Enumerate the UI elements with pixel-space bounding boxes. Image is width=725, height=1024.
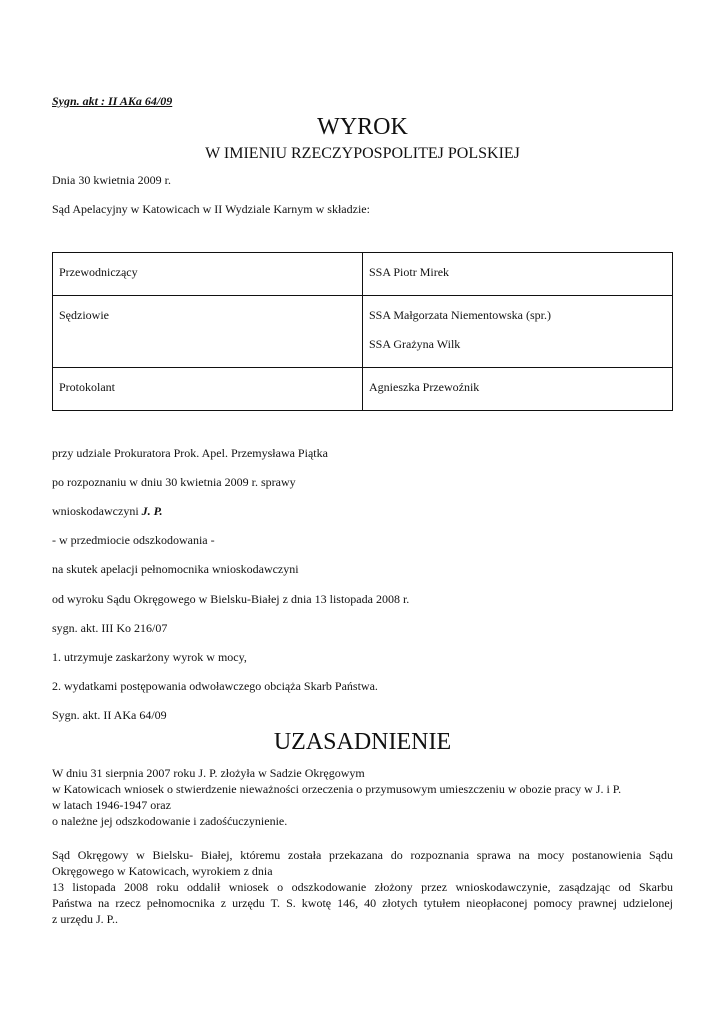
document-title: WYROK — [317, 114, 408, 140]
paragraph-line: Państwa na rzecz pełnomocnika z urzędu T. S. kwotę 146, 40 złotych tytułem nieopłaconej pomocy prawnej udzielonej — [52, 896, 673, 910]
appeal-line: na skutek apelacji pełnomocnika wnioskodawczyni — [52, 562, 299, 576]
court-composition-intro: Sąd Apelacyjny w Katowicach w II Wydziale Karnym w składzie: — [52, 202, 370, 216]
judgment-date: Dnia 30 kwietnia 2009 r. — [52, 173, 171, 187]
paragraph-line: Sąd Okręgowy w Bielsku- Białej, któremu została przekazana do rozpoznania sprawa na mocy postanowienia Sądu — [52, 848, 673, 862]
prosecutor-line: przy udziale Prokuratora Prok. Apel. Przemysława Piątka — [52, 446, 328, 460]
table-row — [53, 296, 673, 368]
paragraph-line: W dniu 31 sierpnia 2007 roku J. P. złożyła w Sadzie Okręgowym — [52, 766, 365, 780]
names-cell — [363, 368, 673, 411]
names-cell — [363, 296, 673, 368]
document-subtitle: W IMIENIU RZECZYPOSPOLITEJ POLSKIEJ — [205, 145, 520, 162]
judge-name: SSA Małgorzata Niementowska (spr.) — [369, 308, 551, 322]
justification-paragraph-2 — [52, 847, 673, 927]
ruling-item-2: 2. wydatkami postępowania odwoławczego obciąża Skarb Państwa. — [52, 679, 378, 693]
applicant-line — [52, 504, 162, 519]
ruling-item-1: 1. utrzymuje zaskarżony wyrok w mocy, — [52, 650, 247, 664]
justification-heading: UZASADNIENIE — [273, 729, 452, 755]
paragraph-line: w latach 1946-1947 oraz — [52, 798, 171, 812]
table-row — [53, 368, 673, 411]
judge-name: SSA Piotr Mirek — [369, 265, 450, 279]
role-cell: Przewodniczący — [53, 253, 363, 296]
table-row — [53, 253, 673, 296]
paragraph-line: w Katowicach wniosek o stwierdzenie nieważności orzeczenia o przymusowym umieszczeniu w obozie pracy w J. i P. — [52, 782, 622, 796]
case-signature-top: Sygn. akt : II AKa 64/09 — [52, 94, 173, 108]
role-cell: Sędziowie — [53, 296, 363, 368]
role-cell: Protokolant — [53, 368, 363, 411]
hearing-line: po rozpoznaniu w dniu 30 kwietnia 2009 r. sprawy — [52, 475, 296, 489]
paragraph-line: 13 listopada 2008 roku oddalił wniosek o odszkodowanie złożony przez wnioskodawczynie, zasądzając od Skarbu — [52, 880, 673, 894]
judge-name: SSA Grażyna Wilk — [369, 337, 461, 351]
case-signature-bottom: Sygn. akt. II AKa 64/09 — [52, 708, 167, 722]
paragraph-line: Okręgowego w Katowicach, wyrokiem z dnia — [52, 864, 273, 878]
names-cell — [363, 253, 673, 296]
subject-line: - w przedmiocie odszkodowania - — [52, 533, 215, 547]
clerk-name: Agnieszka Przewoźnik — [369, 380, 480, 394]
court-composition-table — [52, 252, 673, 411]
judgment-from-line: od wyroku Sądu Okręgowego w Bielsku-Białej z dnia 13 listopada 2008 r. — [52, 592, 410, 606]
paragraph-line: o należne jej odszkodowanie i zadośćuczynienie. — [52, 814, 288, 828]
paragraph-line: z urzędu J. P.. — [52, 912, 118, 926]
applicant-name: J. P. — [141, 504, 163, 518]
case-number-line: sygn. akt. III Ko 216/07 — [52, 621, 168, 635]
applicant-prefix: wnioskodawczyni — [52, 504, 142, 518]
justification-paragraph-1 — [52, 765, 673, 829]
